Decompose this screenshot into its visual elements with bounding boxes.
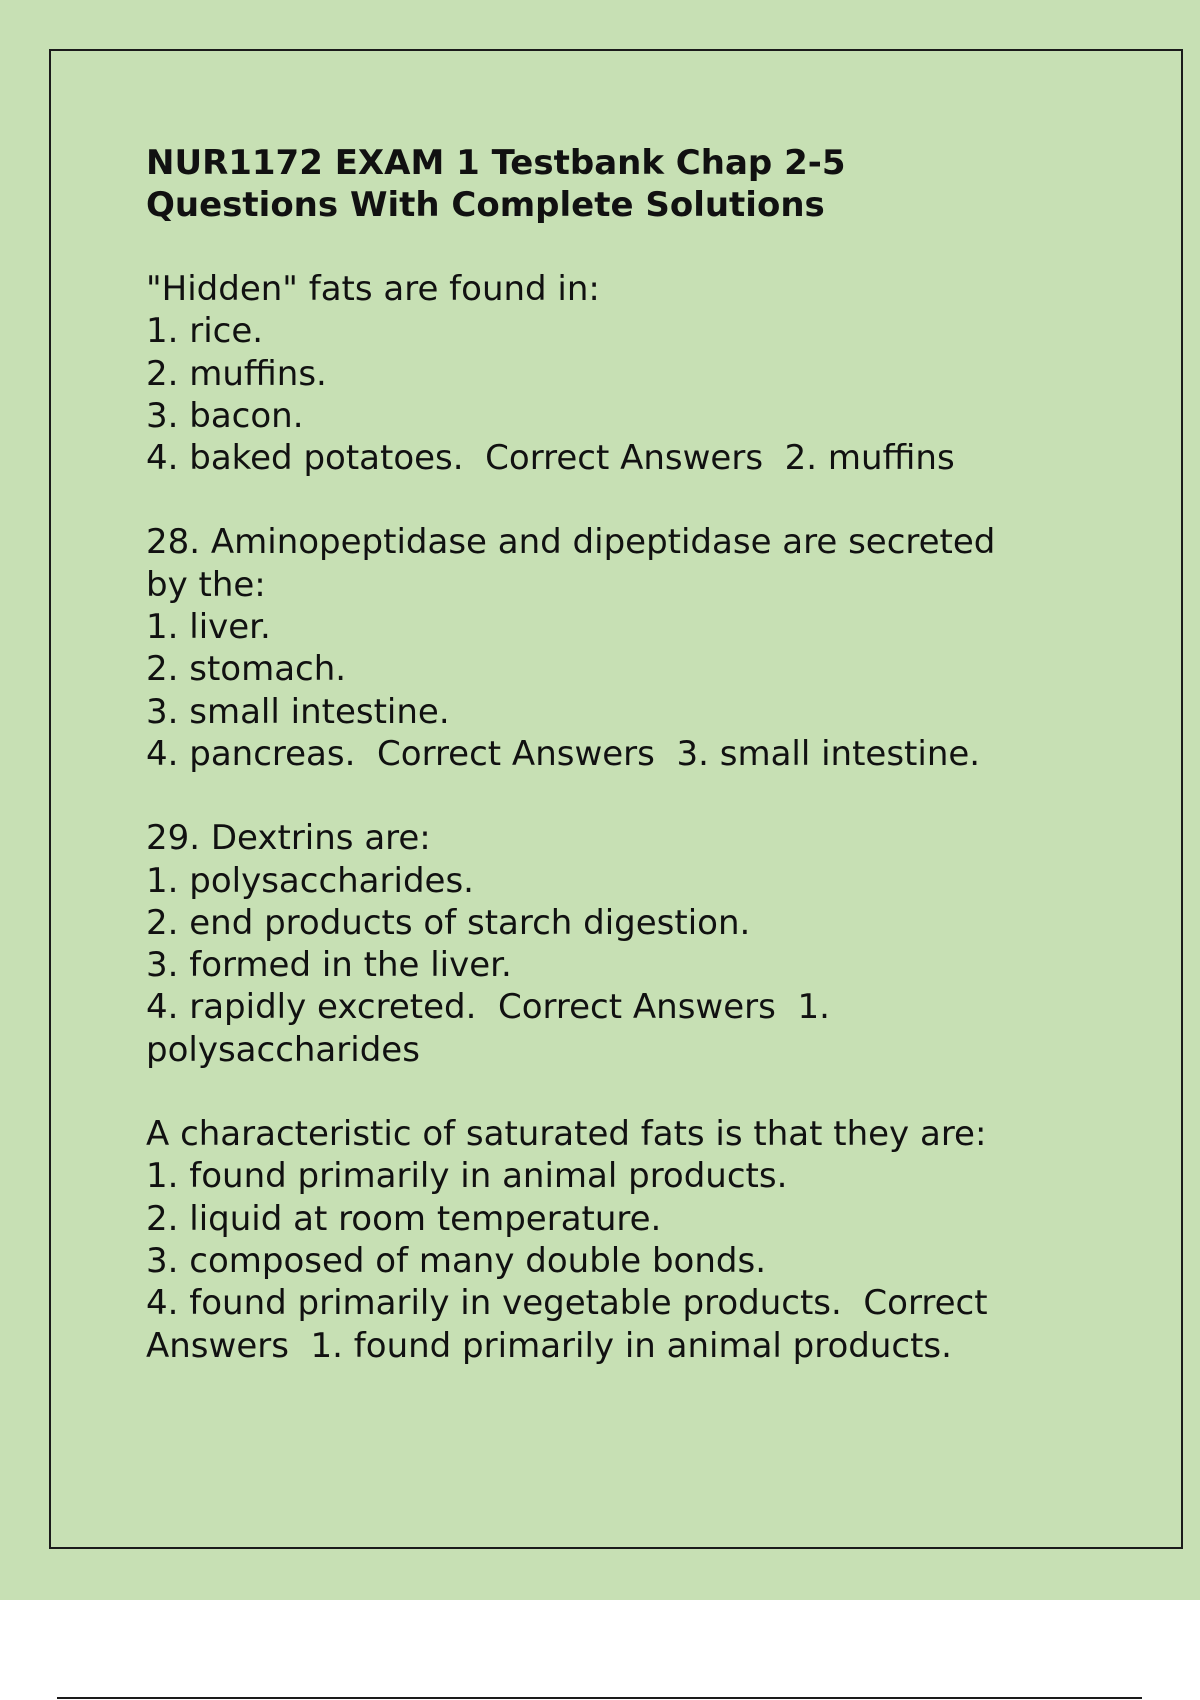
question-text: 29. Dextrins are: bbox=[146, 818, 431, 859]
document-title bbox=[146, 142, 1086, 226]
answer-option: 1. polysaccharides. bbox=[146, 860, 474, 901]
answer-option: 1. liver. bbox=[146, 607, 271, 648]
question-block-hidden-fats bbox=[146, 268, 1086, 479]
answer-option: 2. liquid at room temperature. bbox=[146, 1198, 662, 1239]
answer-option: 2. muffins. bbox=[146, 353, 327, 394]
footer-divider bbox=[57, 1697, 1142, 1699]
answer-option: 3. bacon. bbox=[146, 395, 304, 436]
question-text: by the: bbox=[146, 564, 266, 605]
answer-option: 2. end products of starch digestion. bbox=[146, 902, 751, 943]
question-text: 28. Aminopeptidase and dipeptidase are secreted bbox=[146, 522, 996, 563]
title-line: NUR1172 EXAM 1 Testbank Chap 2-5 bbox=[146, 143, 846, 183]
document-content bbox=[146, 142, 1086, 1367]
correct-answer-continued: Answers 1. found primarily in animal products. bbox=[146, 1325, 952, 1366]
answer-option-with-correct-answer: 4. rapidly excreted. Correct Answers 1. bbox=[146, 987, 830, 1028]
answer-option-with-correct-answer: 4. pancreas. Correct Answers 3. small intestine. bbox=[146, 733, 981, 774]
question-text: A characteristic of saturated fats is that they are: bbox=[146, 1114, 987, 1155]
answer-option: 1. found primarily in animal products. bbox=[146, 1156, 788, 1197]
question-block-29 bbox=[146, 817, 1086, 1071]
answer-option: 2. stomach. bbox=[146, 649, 347, 690]
answer-option: 3. formed in the liver. bbox=[146, 945, 512, 986]
question-block-28 bbox=[146, 521, 1086, 775]
answer-option: 3. composed of many double bonds. bbox=[146, 1240, 767, 1281]
answer-option-with-correct-answer: 4. baked potatoes. Correct Answers 2. muffins bbox=[146, 438, 955, 479]
title-line: Questions With Complete Solutions bbox=[146, 185, 825, 225]
correct-answer-continued: polysaccharides bbox=[146, 1029, 420, 1070]
question-block-saturated-fats bbox=[146, 1113, 1086, 1367]
answer-option: 1. rice. bbox=[146, 311, 264, 352]
answer-option: 3. small intestine. bbox=[146, 691, 450, 732]
question-text: "Hidden" fats are found in: bbox=[146, 269, 600, 309]
answer-option-with-correct-answer: 4. found primarily in vegetable products. Correct bbox=[146, 1283, 988, 1324]
